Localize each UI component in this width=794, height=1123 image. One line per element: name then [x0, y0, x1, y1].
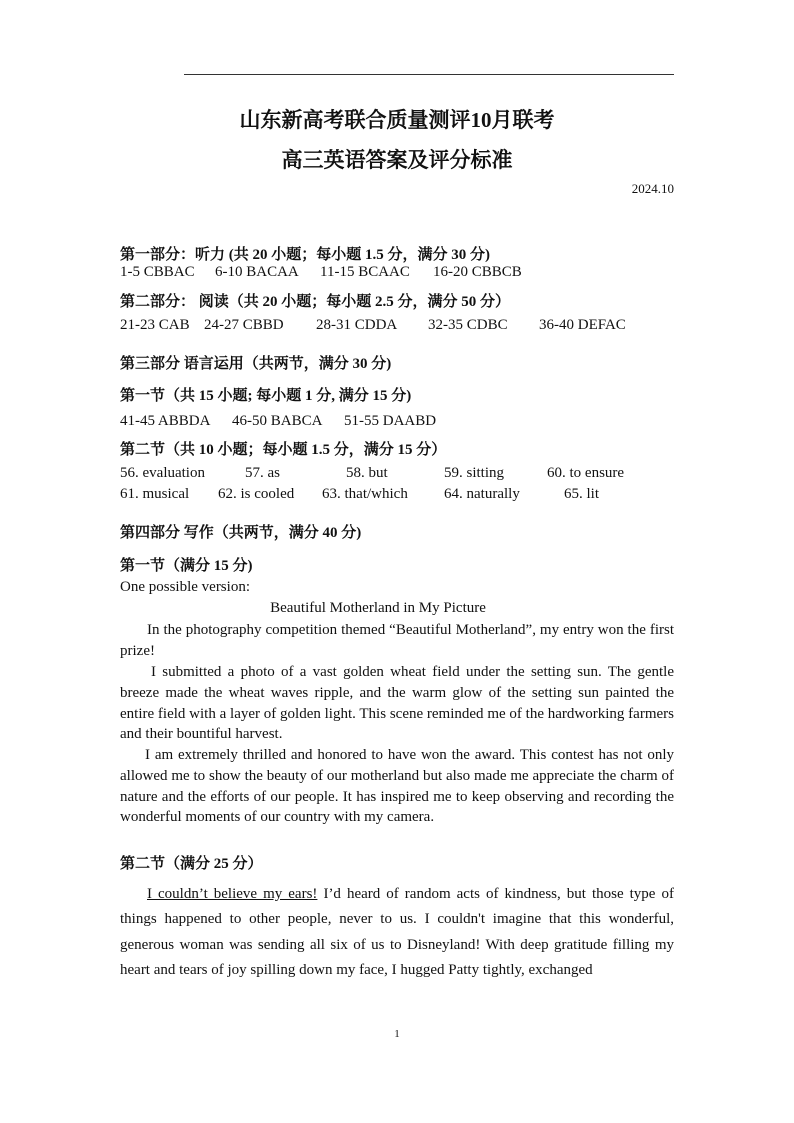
part2-answers — [120, 317, 680, 337]
answer-item: 65. lit — [564, 486, 600, 502]
part2-heading: 第二部分： 阅读（共 20 小题；每小题 2.5 分，满分 50 分） — [120, 294, 511, 310]
part3-section2-row1 — [120, 465, 680, 485]
answer-item: 60. to ensure — [547, 465, 625, 481]
essay-paragraph-3: I am extremely thrilled and honored to have won the award. This contest has not only allowed me to show the beauty of our motherland but also made me appreciate the charm of nature and the efforts of our people. It has inspired me to keep observing and recording the wonderful moments of our country with my camera. — [120, 747, 674, 826]
part3-section1-heading: 第一节（共 15 小题; 每小题 1 分, 满分 15 分) — [120, 388, 412, 404]
answer-group: 21-23 CAB — [120, 317, 190, 333]
answer-group: 32-35 CDBC — [428, 317, 508, 333]
continuation-text: I’d heard of random acts of kindness, but those type of things happened to other people, never to us. I couldn't imagine that this wonderful, generous woman was sending all six of us to Disneyland! With deep gratitude filling my heart and tears of joy spilling down my face, I hugged Patty tightly, exchanged — [120, 886, 674, 979]
part3-section1-answers — [120, 413, 680, 433]
answer-group: 36-40 DEFAC — [539, 317, 626, 333]
answer-group: 1-5 CBBAC — [120, 264, 195, 280]
answer-group: 11-15 BCAAC — [320, 264, 410, 280]
answer-item: 57. as — [245, 465, 280, 481]
document-subtitle: 高三英语答案及评分标准 — [281, 148, 513, 172]
part3-section2-heading: 第二节（共 10 小题；每小题 1.5 分，满分 15 分） — [120, 442, 447, 458]
header-rule — [184, 74, 674, 75]
answer-group: 16-20 CBBCB — [433, 264, 522, 280]
answer-group: 46-50 BABCA — [232, 413, 323, 429]
document-title: 山东新高考联合质量测评10月联考 — [239, 108, 555, 132]
essay-paragraph-2: I submitted a photo of a vast golden wheat field under the setting sun. The gentle breeze made the wheat waves ripple, and the warm glow of the setting sun painted the entire field with a layer of golden light. This scene reminded me of the hardworking farmers and their bountiful harvest. — [120, 664, 674, 743]
part4-section1-heading: 第一节（满分 15 分) — [120, 558, 253, 574]
part1-answers — [120, 264, 680, 284]
answer-item: 64. naturally — [444, 486, 520, 502]
part1-heading: 第一部分：听力 (共 20 小题；每小题 1.5 分，满分 30 分) — [120, 247, 490, 263]
part4-section2-heading: 第二节（满分 25 分） — [120, 856, 263, 872]
answer-item: 56. evaluation — [120, 465, 205, 481]
answer-group: 28-31 CDDA — [316, 317, 398, 333]
answer-item: 63. that/which — [322, 486, 408, 502]
answer-group: 51-55 DAABD — [344, 413, 437, 429]
part3-heading: 第三部分 语言运用（共两节，满分 30 分) — [120, 356, 392, 372]
answer-item: 61. musical — [120, 486, 190, 502]
answer-group: 24-27 CBBD — [204, 317, 284, 333]
essay-intro: One possible version: — [120, 579, 250, 595]
answer-group: 6-10 BACAA — [215, 264, 299, 280]
document-date: 2024.10 — [631, 181, 674, 196]
answer-item: 58. but — [346, 465, 388, 481]
essay-title: Beautiful Motherland in My Picture — [270, 600, 486, 616]
answer-item: 59. sitting — [444, 465, 505, 481]
part3-section2-row2 — [120, 486, 680, 506]
part4-heading: 第四部分 写作（共两节，满分 40 分) — [120, 525, 362, 541]
page-number: 1 — [394, 1028, 400, 1040]
answer-group: 41-45 ABBDA — [120, 413, 211, 429]
essay-paragraph-1: In the photography competition themed “Beautiful Motherland”, my entry won the first prize! — [120, 622, 674, 659]
answer-item: 62. is cooled — [218, 486, 295, 502]
continuation-paragraph — [120, 882, 674, 984]
underlined-lead-sentence: I couldn’t believe my ears! — [147, 886, 318, 902]
